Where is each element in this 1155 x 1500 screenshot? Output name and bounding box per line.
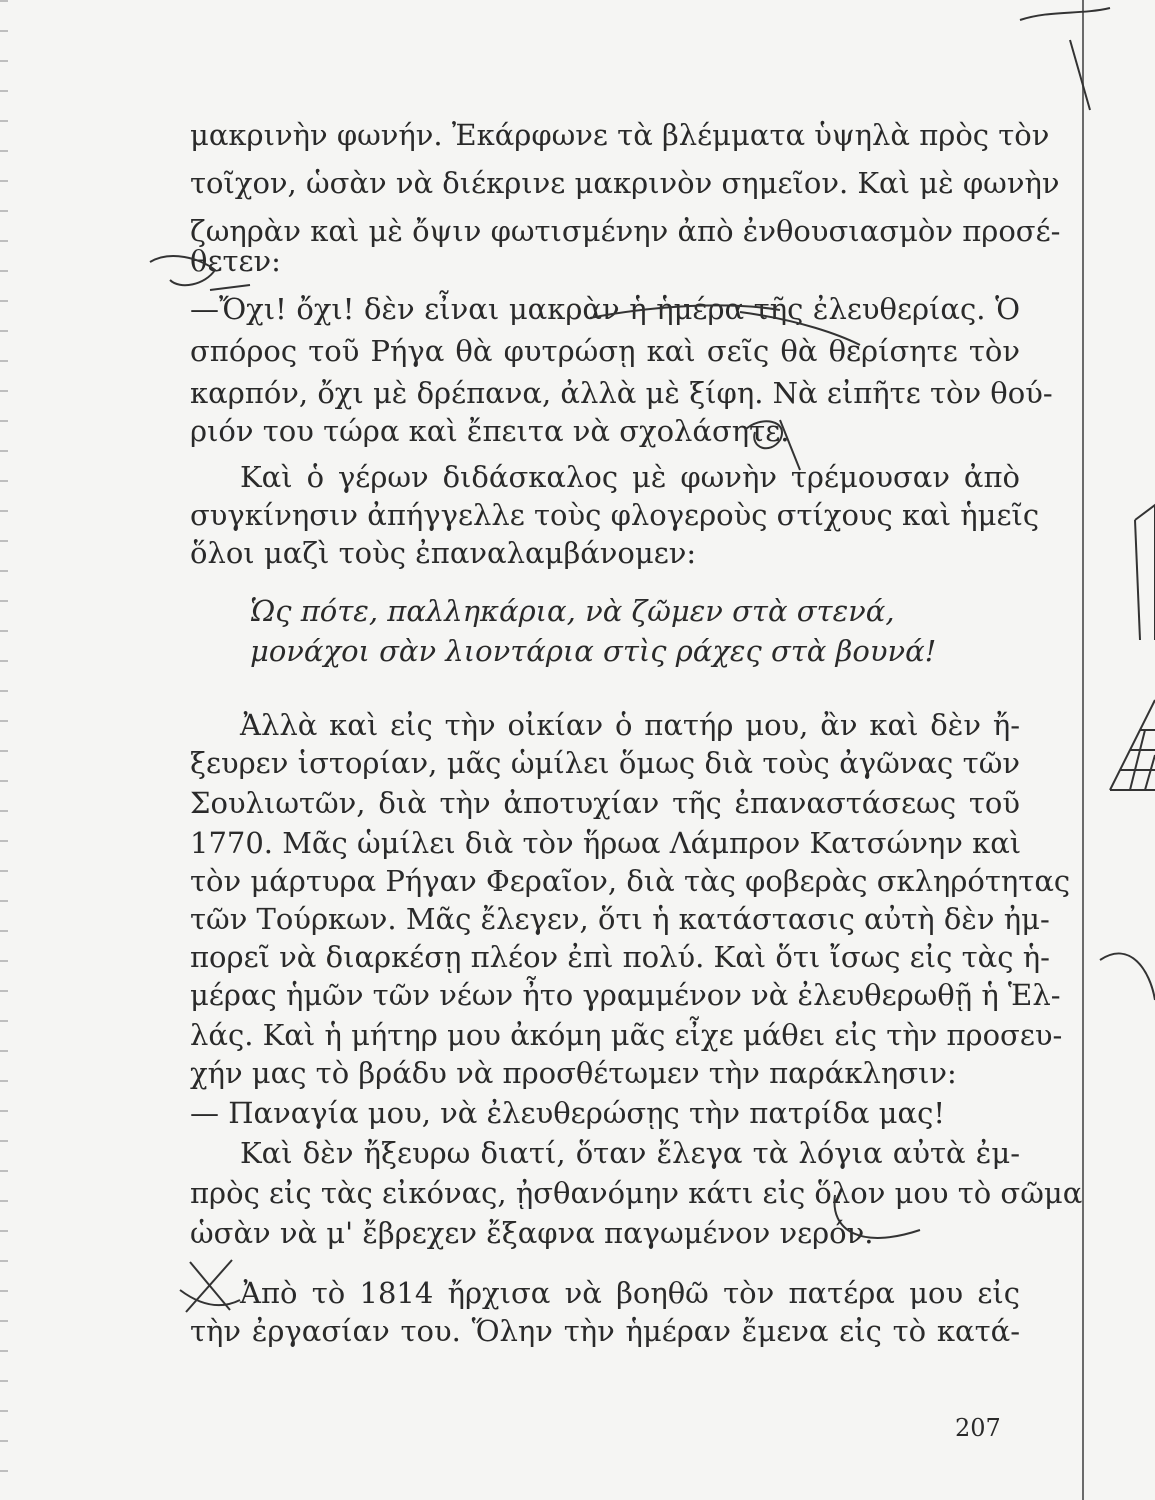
text-line: πορεῖ νὰ διαρκέσῃ πλέον ἐπὶ πολύ. Καὶ ὅτι ἴσως εἰς τὰς ἡ- — [190, 940, 1050, 974]
text-line: ὅλοι μαζὶ τοὺς ἐπαναλαμβάνομεν: — [190, 536, 697, 570]
poem-line: μονάχοι σὰν λιοντάρια στὶς ράχες στὰ βουνά! — [250, 634, 937, 668]
text-line: λάς. Καὶ ἡ μήτηρ μου ἀκόμη μᾶς εἶχε μάθει εἰς τὴν προσευ- — [190, 1018, 1063, 1052]
text-line: τῶν Τούρκων. Μᾶς ἔλεγεν, ὅτι ἡ κατάστασις αὐτὴ δὲν ἠμ- — [190, 902, 1050, 936]
text-line: —Ὄχι! ὄχι! δὲν εἶναι μακρὰν ἡ ἡμέρα τῆς ἐλευθερίας. Ὁ — [190, 292, 1020, 326]
text-line: πρὸς εἰς τὰς εἰκόνας, ᾐσθανόμην κάτι εἰς ὅλον μου τὸ σῶμα — [190, 1176, 1083, 1210]
text-line: Καὶ δὲν ἤξευρω διατί, ὅταν ἔλεγα τὰ λόγια αὐτὰ ἐμ- — [240, 1136, 1020, 1170]
text-line: Σουλιωτῶν, διὰ τὴν ἀποτυχίαν τῆς ἐπαναστάσεως τοῦ — [190, 786, 1020, 820]
text-line: τὸν μάρτυρα Ρήγαν Φεραῖον, διὰ τὰς φοβερὰς σκληρότητας — [190, 864, 1071, 898]
binding-holes — [0, 0, 8, 1500]
text-line: Ἀπὸ τὸ 1814 ἤρχισα νὰ βοηθῶ τὸν πατέρα μου εἰς — [240, 1276, 1020, 1310]
page-edge-line — [1082, 0, 1084, 1500]
text-line: συγκίνησιν ἀπήγγελλε τοὺς φλογεροὺς στίχους καὶ ἡμεῖς — [190, 498, 1040, 532]
text-line: ριόν του τώρα καὶ ἔπειτα νὰ σχολάσητε. — [190, 414, 790, 448]
text-line: ζωηρὰν καὶ μὲ ὄψιν φωτισμένην ἀπὸ ἐνθουσιασμὸν προσέ- — [190, 214, 1061, 248]
text-line: σπόρος τοῦ Ρήγα θὰ φυτρώσῃ καὶ σεῖς θὰ θερίσητε τὸν — [190, 334, 1020, 368]
text-line: Ἀλλὰ καὶ εἰς τὴν οἰκίαν ὁ πατήρ μου, ἂν καὶ δὲν ἤ- — [240, 708, 1020, 742]
poem-line: Ὡς πότε, παλληκάρια, νὰ ζῶμεν στὰ στενά, — [250, 594, 895, 628]
text-line: χήν μας τὸ βράδυ νὰ προσθέτωμεν τὴν παράκλησιν: — [190, 1056, 957, 1090]
text-line: — Παναγία μου, νὰ ἐλευθερώσῃς τὴν πατρίδα μας! — [190, 1096, 945, 1130]
text-line: θετεν: — [190, 244, 281, 278]
text-line: μακρινὴν φωνήν. Ἐκάρφωνε τὰ βλέμματα ὑψηλὰ πρὸς τὸν — [190, 118, 1050, 152]
text-line: τοῖχον, ὡσὰν νὰ διέκρινε μακρινὸν σημεῖον. Καὶ μὲ φωνὴν — [190, 166, 1060, 200]
text-line: ξευρεν ἱστορίαν, μᾶς ὡμίλει ὅμως διὰ τοὺς ἀγῶνας τῶν — [190, 746, 1020, 780]
text-line: καρπόν, ὄχι μὲ δρέπανα, ἀλλὰ μὲ ξίφη. Νὰ εἰπῆτε τὸν θού- — [190, 376, 1053, 410]
text-line: 1770. Μᾶς ὡμίλει διὰ τὸν ἥρωα Λάμπρον Κατσώνην καὶ — [190, 826, 1022, 860]
text-line: μέρας ἡμῶν τῶν νέων ἦτο γραμμένον νὰ ἐλευθερωθῇ ἡ Ἑλ- — [190, 978, 1061, 1012]
text-line: ὡσὰν νὰ μ' ἔβρεχεν ἔξαφνα παγωμένον νερόν. — [190, 1216, 874, 1250]
text-line: Καὶ ὁ γέρων διδάσκαλος μὲ φωνὴν τρέμουσαν ἀπὸ — [240, 460, 1020, 494]
text-line: τὴν ἐργασίαν του. Ὅλην τὴν ἡμέραν ἔμενα εἰς τὸ κατά- — [190, 1314, 1020, 1348]
page-number: 207 — [955, 1414, 1001, 1442]
